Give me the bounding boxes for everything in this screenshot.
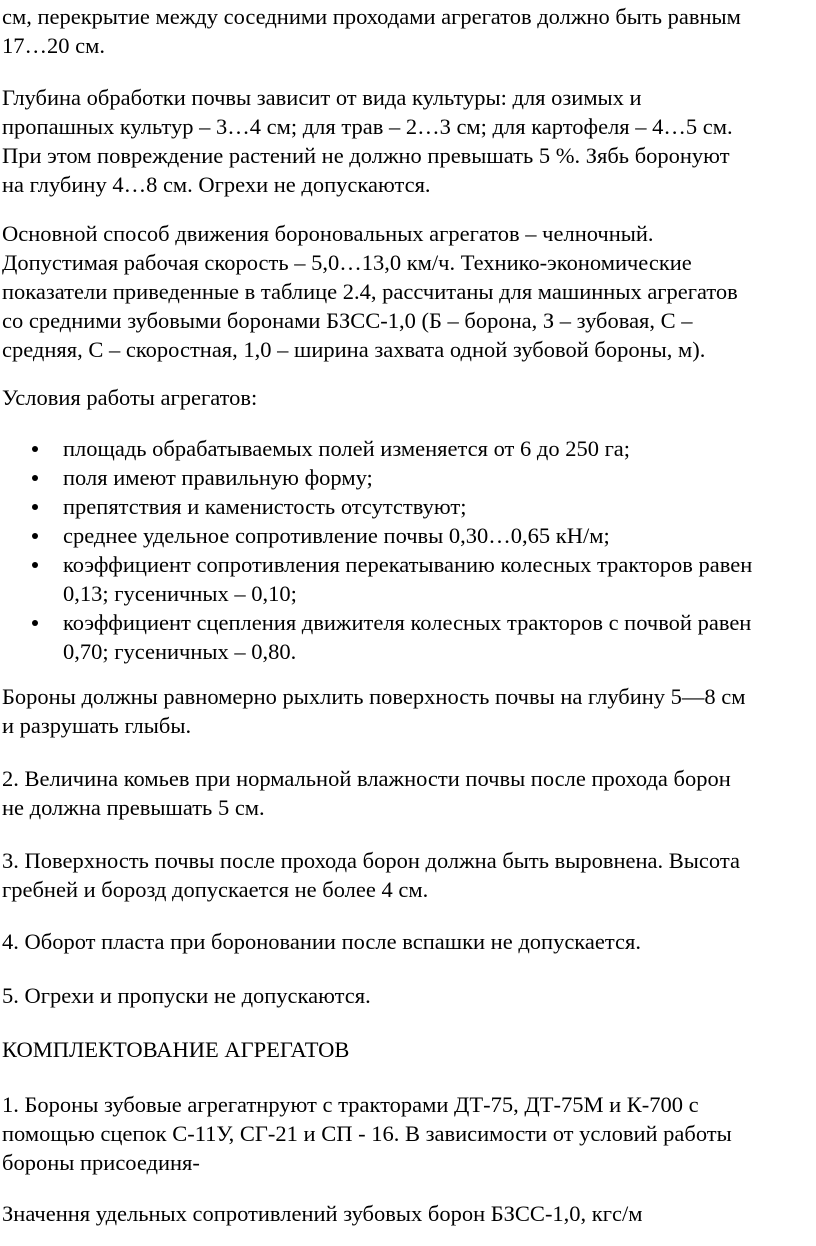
text-line: Допустимая рабочая скорость – 5,0…13,0 км/ч. Технико-экономические [2,250,692,275]
list-item [0,521,816,550]
list-item [0,550,816,608]
text-line: При этом повреждение растений не должно превышать 5 %. Зябь боронуют [2,143,730,168]
paragraph-item-4 [2,927,814,956]
text-line: на глубину 4…8 см. Огрехи не допускаются. [2,172,431,197]
text-line: 3. Поверхность почвы после прохода борон должна быть выровнена. Высота [2,848,740,873]
section-heading [2,1035,814,1064]
text-line: 4. Оборот пласта при бороновании после вспашки не допускается. [2,929,641,954]
text-line: 5. Огрехи и пропуски не допускаются. [2,983,371,1008]
text-line: не должна превышать 5 см. [2,795,265,820]
paragraph-depth [2,83,814,199]
paragraph-conditions-intro [2,383,814,412]
paragraph-item-5 [2,981,814,1010]
conditions-list [0,434,816,666]
text-line: Бороны должны равномерно рыхлить поверхность почвы на глубину 5—8 см [2,684,746,709]
text-line: Условия работы агрегатов: [2,385,258,410]
text-line: Значення удельных сопротивлений зубовых борон БЗСС-1,0, кгс/м [2,1201,643,1226]
text-line: гребней и борозд допускается не более 4 см. [2,877,429,902]
text-line: пропашных культур – 3…4 см; для трав – 2…3 см; для картофеля – 4…5 см. [2,114,733,139]
paragraph-assembly [2,1090,814,1177]
text-line: 0,13; гусеничных – 0,10; [63,581,297,606]
text-line: препятствия и каменистость отсутствуют; [63,494,467,519]
text-line: бороны присоединя- [2,1150,200,1175]
text-line: Основной способ движения бороновальных агрегатов – челночный. [2,221,654,246]
text-line: со средними зубовыми боронами БЗСС-1,0 (Б – борона, З – зубовая, С – [2,308,693,333]
text-line: коэффициент сопротивления перекатыванию колесных тракторов равен [63,552,753,577]
paragraph-overlap [2,2,814,60]
text-line: помощью сцепок С-11У, СГ-21 и СП - 16. В зависимости от условий работы [2,1121,732,1146]
paragraph-item-2 [2,764,814,822]
text-line: и разрушать глыбы. [2,713,192,738]
text-line: Глубина обработки почвы зависит от вида культуры: для озимых и [2,85,642,110]
list-item [0,463,816,492]
text-line: 2. Величина комьев при нормальной влажности почвы после прохода борон [2,766,731,791]
paragraph-movement [2,219,814,364]
paragraph-harrow-requirements [2,682,814,740]
text-line: 0,70; гусеничных – 0,80. [63,639,297,664]
text-line: см, перекрытие между соседними проходами агрегатов должно быть равным [2,4,741,29]
list-item [0,492,816,521]
text-line: площадь обрабатываемых полей изменяется от 6 до 250 га; [63,436,631,461]
text-line: коэффициент сцепления движителя колесных тракторов с почвой равен [63,610,752,635]
paragraph-table-caption [2,1199,814,1228]
text-line: средняя, С – скоростная, 1,0 – ширина захвата одной зубовой бороны, м). [2,337,706,362]
text-line: среднее удельное сопротивление почвы 0,30…0,65 кН/м; [63,523,610,548]
list-item [0,608,816,666]
paragraph-item-3 [2,846,814,904]
text-line: КОМПЛЕКТОВАНИЕ АГРЕГАТОВ [2,1037,350,1062]
text-line: 17…20 см. [2,33,105,58]
text-line: поля имеют правильную форму; [63,465,373,490]
list-item [0,434,816,463]
text-line: 1. Бороны зубовые агрегатнруют с тракторами ДТ-75, ДТ-75М и К-700 с [2,1092,699,1117]
text-line: показатели приведенные в таблице 2.4, рассчитаны для машинных агрегатов [2,279,738,304]
